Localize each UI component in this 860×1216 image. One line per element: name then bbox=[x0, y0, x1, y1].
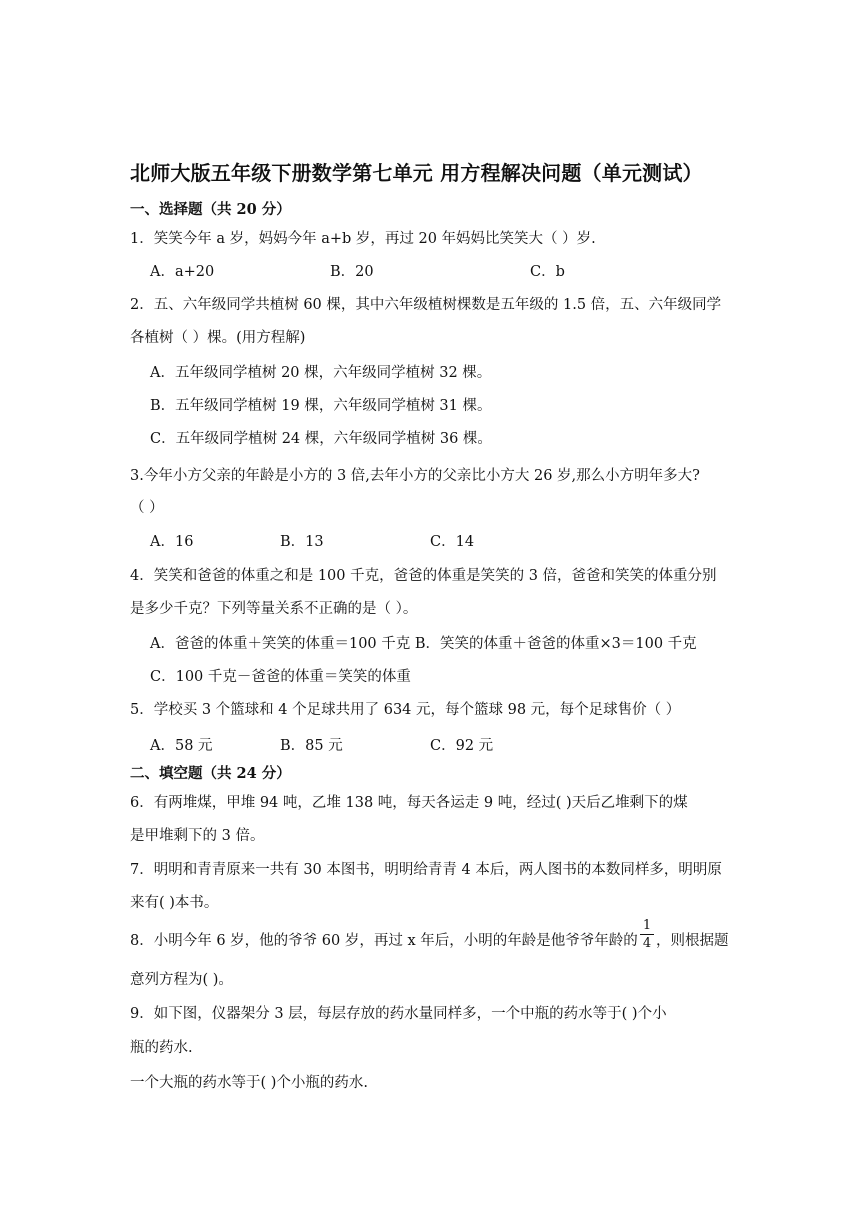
question-5-stem: 5．学校买 3 个篮球和 4 个足球共用了 634 元，每个篮球 98 元，每个足球售价（ ） bbox=[130, 702, 681, 718]
question-1-option-b: B．20 bbox=[330, 264, 374, 280]
question-8-stem-line2: 意列方程为( )。 bbox=[130, 972, 233, 988]
question-2-stem-line2: 各植树（ ）棵。(用方程解) bbox=[130, 330, 306, 346]
fraction-denominator: 4 bbox=[642, 936, 652, 951]
fraction-numerator: 1 bbox=[642, 918, 652, 933]
question-2-option-c: C．五年级同学植树 24 棵，六年级同学植树 36 棵。 bbox=[150, 431, 492, 447]
question-4-stem-line2: 是多少千克？下列等量关系不正确的是（ ）。 bbox=[130, 601, 418, 617]
section-heading-choice: 一、选择题（共 20 分） bbox=[130, 201, 291, 218]
question-4-options-ab: A．爸爸的体重＋笑笑的体重＝100 千克 B．笑笑的体重＋爸爸的体重×3＝100 千克 bbox=[150, 636, 697, 652]
question-2-stem-line1: 2．五、六年级同学共植树 60 棵，其中六年级植树棵数是五年级的 1.5 倍，五、六年级同学 bbox=[130, 297, 722, 313]
question-4-stem-line1: 4．笑笑和爸爸的体重之和是 100 千克，爸爸的体重是笑笑的 3 倍，爸爸和笑笑的体重分别 bbox=[130, 568, 717, 584]
question-2-option-a: A．五年级同学植树 20 棵，六年级同学植树 32 棵。 bbox=[150, 365, 492, 381]
question-9-stem-line3: 一个大瓶的药水等于( )个小瓶的药水. bbox=[130, 1075, 369, 1091]
question-2-option-b: B．五年级同学植树 19 棵，六年级同学植树 31 棵。 bbox=[150, 398, 492, 414]
question-3-option-c: C．14 bbox=[430, 534, 475, 550]
question-5-option-b: B．85 元 bbox=[280, 738, 343, 754]
question-9-stem-line2: 瓶的药水. bbox=[130, 1040, 193, 1056]
question-8-stem-part2: ，则根据题 bbox=[656, 933, 729, 949]
page-title: 北师大版五年级下册数学第七单元 用方程解决问题（单元测试） bbox=[130, 161, 703, 185]
question-6-stem-line1: 6．有两堆煤，甲堆 94 吨，乙堆 138 吨，每天各运走 9 吨，经过( )天后乙堆剩下的煤 bbox=[130, 795, 688, 811]
fraction-one-quarter bbox=[640, 918, 654, 951]
question-8-stem-part1: 8．小明今年 6 岁，他的爷爷 60 岁，再过 x 年后，小明的年龄是他爷爷年龄的 bbox=[130, 933, 638, 949]
question-3-option-a: A．16 bbox=[150, 534, 194, 550]
fraction-bar bbox=[640, 934, 654, 935]
question-3-stem-line2: （ ） bbox=[130, 500, 164, 516]
question-3-stem-line1: 3.今年小方父亲的年龄是小方的 3 倍,去年小方的父亲比小方大 26 岁,那么小方明年多大? bbox=[130, 468, 700, 484]
question-3-option-b: B．13 bbox=[280, 534, 324, 550]
question-4-option-c: C．100 千克－爸爸的体重＝笑笑的体重 bbox=[150, 669, 411, 685]
question-6-stem-line2: 是甲堆剩下的 3 倍。 bbox=[130, 828, 265, 844]
question-1-stem: 1．笑笑今年 a 岁，妈妈今年 a+b 岁，再过 20 年妈妈比笑笑大（ ）岁. bbox=[130, 231, 596, 247]
question-9-stem-line1: 9．如下图，仪器架分 3 层，每层存放的药水量同样多，一个中瓶的药水等于( )个小 bbox=[130, 1006, 667, 1022]
question-7-stem-line1: 7．明明和青青原来一共有 30 本图书，明明给青青 4 本后，两人图书的本数同样多，明明原 bbox=[130, 862, 722, 878]
question-1-option-a: A．a+20 bbox=[150, 264, 215, 280]
question-5-option-a: A．58 元 bbox=[150, 738, 213, 754]
question-1-option-c: C．b bbox=[530, 264, 565, 280]
question-7-stem-line2: 来有( )本书。 bbox=[130, 895, 219, 911]
section-heading-fill: 二、填空题（共 24 分） bbox=[130, 765, 291, 782]
question-5-option-c: C．92 元 bbox=[430, 738, 494, 754]
